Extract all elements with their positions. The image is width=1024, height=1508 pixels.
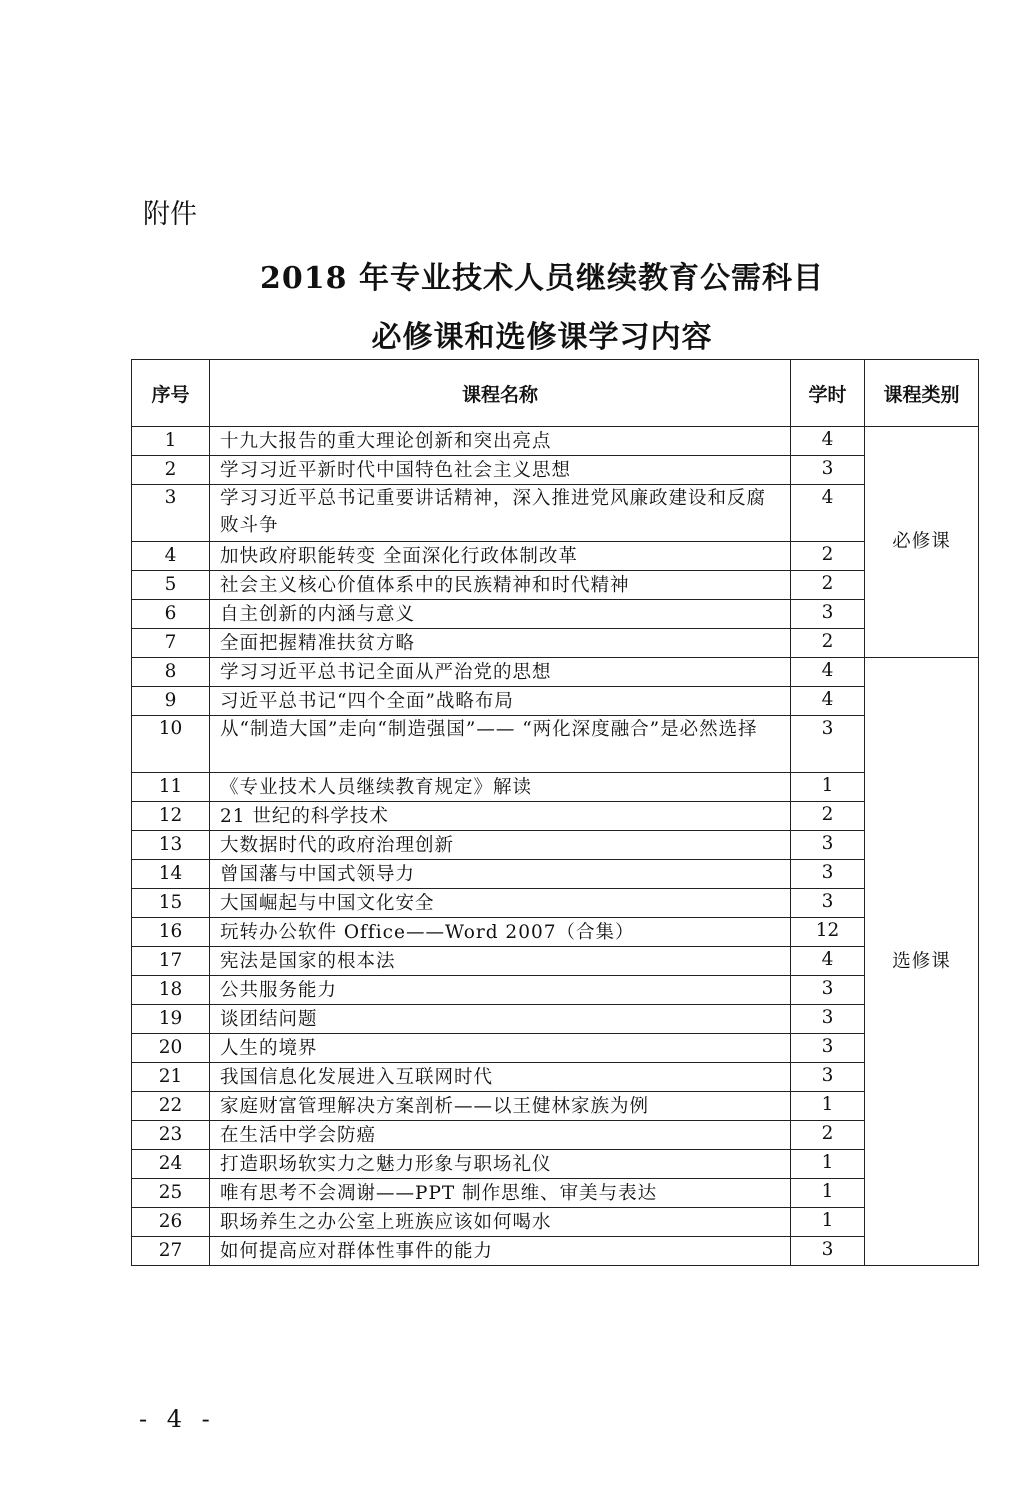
course-name: 我国信息化发展进入互联网时代 bbox=[210, 1063, 791, 1092]
course-name: 公共服务能力 bbox=[210, 976, 791, 1005]
row-number: 8 bbox=[132, 658, 210, 687]
course-hours: 3 bbox=[791, 889, 865, 918]
row-number: 2 bbox=[132, 456, 210, 485]
document-title-line2: 必修课和选修课学习内容 bbox=[371, 320, 713, 355]
course-name: 谈团结问题 bbox=[210, 1005, 791, 1034]
course-hours: 2 bbox=[791, 571, 865, 600]
course-hours: 2 bbox=[791, 802, 865, 831]
table-row bbox=[132, 1150, 979, 1179]
table-row bbox=[132, 1092, 979, 1121]
course-hours: 4 bbox=[791, 658, 865, 687]
course-name: 21 世纪的科学技术 bbox=[210, 802, 791, 831]
course-hours: 3 bbox=[791, 831, 865, 860]
table-row bbox=[132, 1063, 979, 1092]
course-name: 职场养生之办公室上班族应该如何喝水 bbox=[210, 1208, 791, 1237]
course-name: 如何提高应对群体性事件的能力 bbox=[210, 1237, 791, 1266]
table-row bbox=[132, 658, 979, 687]
course-hours: 4 bbox=[791, 947, 865, 976]
row-number: 5 bbox=[132, 571, 210, 600]
table-row bbox=[132, 1005, 979, 1034]
header-course-name: 课程名称 bbox=[210, 360, 791, 427]
header-category: 课程类别 bbox=[865, 360, 979, 427]
course-hours: 1 bbox=[791, 1179, 865, 1208]
course-name: 十九大报告的重大理论创新和突出亮点 bbox=[210, 427, 791, 456]
table-row bbox=[132, 1237, 979, 1266]
table-row bbox=[132, 1121, 979, 1150]
header-index: 序号 bbox=[132, 360, 210, 427]
row-number: 3 bbox=[132, 485, 210, 542]
course-name: 曾国藩与中国式领导力 bbox=[210, 860, 791, 889]
course-hours: 2 bbox=[791, 629, 865, 658]
course-hours: 3 bbox=[791, 860, 865, 889]
row-number: 25 bbox=[132, 1179, 210, 1208]
category-elective: 选修课 bbox=[865, 658, 979, 1266]
table-row bbox=[132, 716, 979, 773]
table-row bbox=[132, 1034, 979, 1063]
course-hours: 1 bbox=[791, 1208, 865, 1237]
row-number: 14 bbox=[132, 860, 210, 889]
table-header-row bbox=[132, 360, 979, 427]
table-row bbox=[132, 976, 979, 1005]
course-name: 学习习近平新时代中国特色社会主义思想 bbox=[210, 456, 791, 485]
table-row bbox=[132, 802, 979, 831]
row-number: 21 bbox=[132, 1063, 210, 1092]
course-name: 唯有思考不会凋谢——PPT 制作思维、审美与表达 bbox=[210, 1179, 791, 1208]
row-number: 4 bbox=[132, 542, 210, 571]
row-number: 17 bbox=[132, 947, 210, 976]
table-row bbox=[132, 918, 979, 947]
row-number: 6 bbox=[132, 600, 210, 629]
page-number: - 4 - bbox=[139, 1405, 216, 1433]
category-required: 必修课 bbox=[865, 427, 979, 658]
row-number: 19 bbox=[132, 1005, 210, 1034]
course-name: 家庭财富管理解决方案剖析——以王健林家族为例 bbox=[210, 1092, 791, 1121]
table-row bbox=[132, 456, 979, 485]
course-hours: 1 bbox=[791, 1150, 865, 1179]
course-name: 全面把握精准扶贫方略 bbox=[210, 629, 791, 658]
row-number: 23 bbox=[132, 1121, 210, 1150]
table-row bbox=[132, 687, 979, 716]
table-row bbox=[132, 947, 979, 976]
table-row bbox=[132, 427, 979, 456]
attachment-label: 附件 bbox=[143, 199, 197, 230]
row-number: 24 bbox=[132, 1150, 210, 1179]
document-title-line1: 2018 年专业技术人员继续教育公需科目 bbox=[260, 261, 824, 296]
table-row bbox=[132, 542, 979, 571]
row-number: 16 bbox=[132, 918, 210, 947]
course-name: 学习习近平总书记重要讲话精神，深入推进党风廉政建设和反腐败斗争 bbox=[210, 485, 791, 542]
row-number: 1 bbox=[132, 427, 210, 456]
course-hours: 12 bbox=[791, 918, 865, 947]
row-number: 20 bbox=[132, 1034, 210, 1063]
table-row bbox=[132, 773, 979, 802]
course-name: 《专业技术人员继续教育规定》解读 bbox=[210, 773, 791, 802]
table-row bbox=[132, 889, 979, 918]
course-hours: 4 bbox=[791, 687, 865, 716]
row-number: 26 bbox=[132, 1208, 210, 1237]
row-number: 12 bbox=[132, 802, 210, 831]
row-number: 15 bbox=[132, 889, 210, 918]
course-name: 学习习近平总书记全面从严治党的思想 bbox=[210, 658, 791, 687]
course-name: 打造职场软实力之魅力形象与职场礼仪 bbox=[210, 1150, 791, 1179]
course-hours: 3 bbox=[791, 1063, 865, 1092]
row-number: 27 bbox=[132, 1237, 210, 1266]
table-row bbox=[132, 1208, 979, 1237]
row-number: 11 bbox=[132, 773, 210, 802]
course-name: 社会主义核心价值体系中的民族精神和时代精神 bbox=[210, 571, 791, 600]
course-hours: 2 bbox=[791, 1121, 865, 1150]
course-hours: 1 bbox=[791, 773, 865, 802]
course-hours: 4 bbox=[791, 427, 865, 456]
course-name: 从“制造大国”走向“制造强国”—— “两化深度融合”是必然选择 bbox=[210, 716, 791, 773]
course-name: 大数据时代的政府治理创新 bbox=[210, 831, 791, 860]
row-number: 22 bbox=[132, 1092, 210, 1121]
course-name: 宪法是国家的根本法 bbox=[210, 947, 791, 976]
course-name: 大国崛起与中国文化安全 bbox=[210, 889, 791, 918]
row-number: 7 bbox=[132, 629, 210, 658]
course-name: 玩转办公软件 Office——Word 2007（合集） bbox=[210, 918, 791, 947]
course-name: 习近平总书记“四个全面”战略布局 bbox=[210, 687, 791, 716]
course-hours: 4 bbox=[791, 485, 865, 542]
header-hours: 学时 bbox=[791, 360, 865, 427]
course-hours: 3 bbox=[791, 1237, 865, 1266]
row-number: 18 bbox=[132, 976, 210, 1005]
table-row bbox=[132, 485, 979, 542]
course-hours: 3 bbox=[791, 716, 865, 773]
course-hours: 3 bbox=[791, 976, 865, 1005]
course-hours: 3 bbox=[791, 1005, 865, 1034]
table-row bbox=[132, 629, 979, 658]
course-name: 在生活中学会防癌 bbox=[210, 1121, 791, 1150]
course-hours: 1 bbox=[791, 1092, 865, 1121]
table-row bbox=[132, 600, 979, 629]
course-table bbox=[131, 359, 979, 1266]
row-number: 10 bbox=[132, 716, 210, 773]
row-number: 13 bbox=[132, 831, 210, 860]
row-number: 9 bbox=[132, 687, 210, 716]
table-row bbox=[132, 1179, 979, 1208]
course-hours: 3 bbox=[791, 600, 865, 629]
course-name: 自主创新的内涵与意义 bbox=[210, 600, 791, 629]
course-name: 人生的境界 bbox=[210, 1034, 791, 1063]
table-row bbox=[132, 571, 979, 600]
table-row bbox=[132, 860, 979, 889]
table-row bbox=[132, 831, 979, 860]
course-hours: 3 bbox=[791, 1034, 865, 1063]
course-name: 加快政府职能转变 全面深化行政体制改革 bbox=[210, 542, 791, 571]
course-hours: 3 bbox=[791, 456, 865, 485]
course-hours: 2 bbox=[791, 542, 865, 571]
